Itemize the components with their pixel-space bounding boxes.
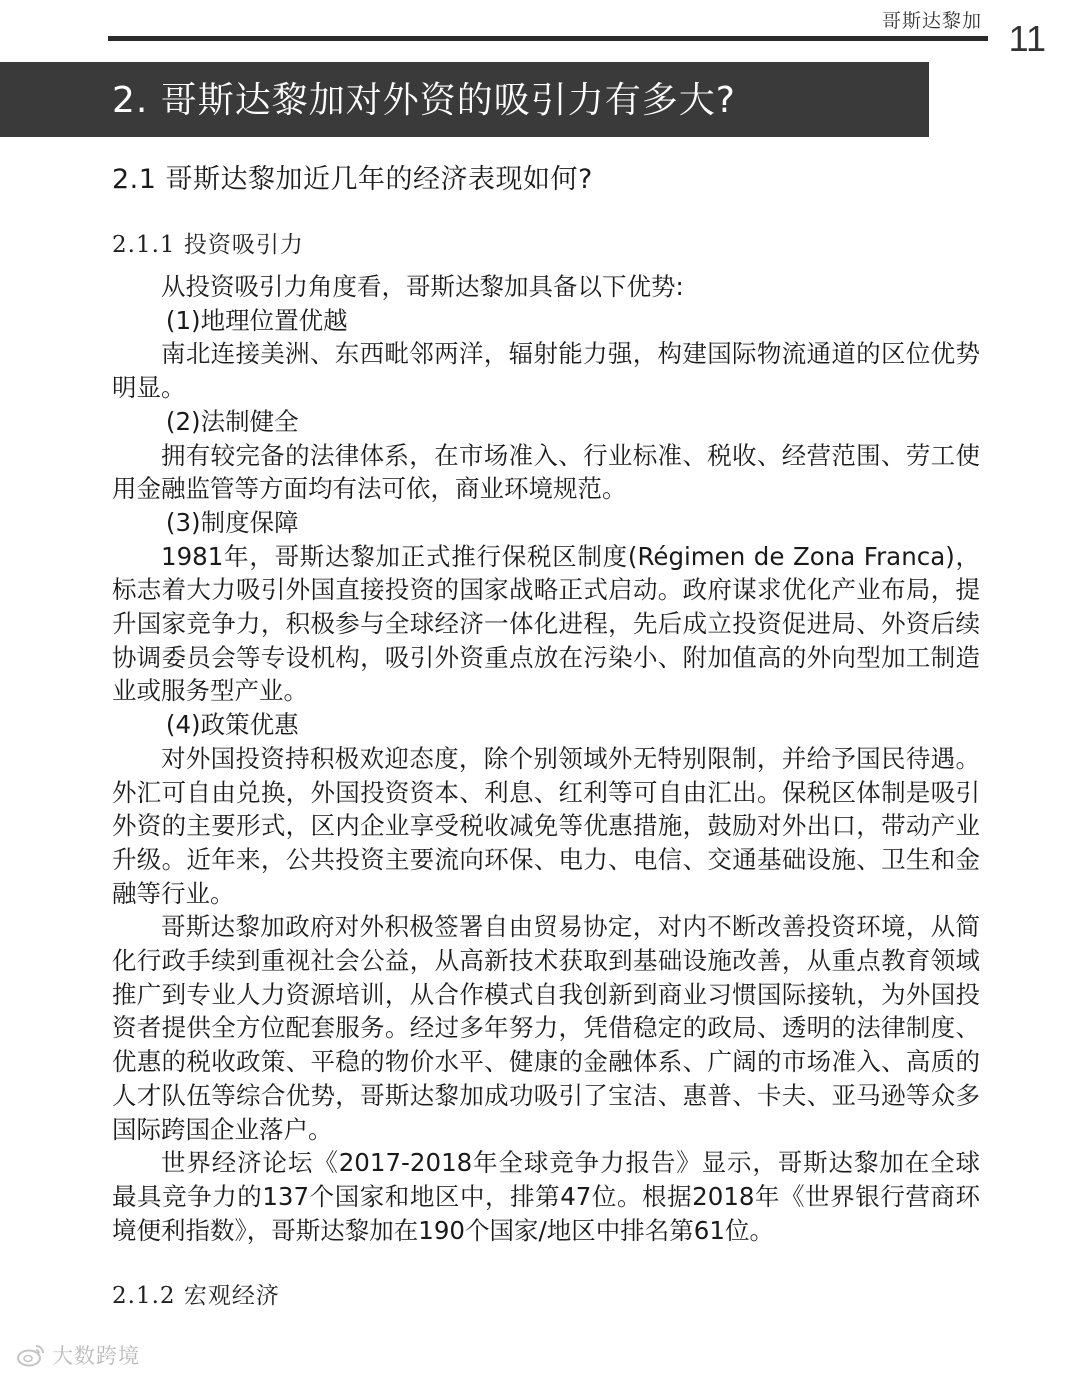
list-heading-2: (2)法制健全	[165, 406, 299, 436]
body-text	[112, 270, 980, 1247]
header-rule	[108, 36, 988, 41]
paragraph: 拥有较完备的法律体系，在市场准入、行业标准、税收、经营范围、劳工使用金融监管等方面均有法可依，商业环境规范。	[112, 440, 980, 504]
section-title: 2.1 哥斯达黎加近几年的经济表现如何?	[112, 164, 593, 195]
subsection-title-investment: 2.1.1 投资吸引力	[112, 232, 304, 258]
running-head: 哥斯达黎加	[881, 10, 982, 32]
paragraph: 1981年，哥斯达黎加正式推行保税区制度(Régimen de Zona Franca)，标志着大力吸引外国直接投资的国家战略正式启动。政府谋求优化产业布局，提升国家竞争力，积极参与全球经济一体化进程，先后成立投资促进局、外资后续协调委员会等专设机构，吸引外资重点放在污染小、附加值高的外向型加工制造业或服务型产业。	[112, 541, 980, 706]
paragraph: 哥斯达黎加政府对外积极签署自由贸易协定，对内不断改善投资环境，从简化行政手续到重视社会公益，从高新技术获取到基础设施改善，从重点教育领域推广到专业人力资源培训，从合作模式自我创新到商业习惯国际接轨，为外国投资者提供全方位配套服务。经过多年努力，凭借稳定的政局、透明的法律制度、优惠的税收政策、平稳的物价水平、健康的金融体系、广阔的市场准入、高质的人才队伍等综合优势，哥斯达黎加成功吸引了宝洁、惠普、卡夫、亚马逊等众多国际跨国企业落户。	[112, 912, 980, 1144]
subsection-title-macro: 2.1.2 宏观经济	[112, 1283, 280, 1309]
weibo-icon	[16, 1343, 46, 1367]
list-heading-1: (1)地理位置优越	[165, 305, 348, 335]
paragraph: 对外国投资持积极欢迎态度，除个别领域外无特别限制，并给予国民待遇。外汇可自由兑换，外国投资资本、利息、红利等可自由汇出。保税区体制是吸引外资的主要形式，区内企业享受税收减免等优惠措施，鼓励对外出口，带动产业升级。近年来，公共投资主要流向环保、电力、电信、交通基础设施、卫生和金融等行业。	[112, 743, 980, 908]
watermark	[16, 1340, 140, 1370]
chapter-title: 2. 哥斯达黎加对外资的吸引力有多大?	[112, 80, 736, 121]
watermark-text: 大数跨境	[52, 1344, 140, 1368]
page-number: 11	[1008, 18, 1046, 59]
list-heading-4: (4)政策优惠	[165, 710, 299, 740]
paragraph: 南北连接美洲、东西毗邻两洋，辐射能力强，构建国际物流通道的区位优势明显。	[112, 339, 980, 403]
paragraph-intro: 从投资吸引力角度看，哥斯达黎加具备以下优势:	[161, 272, 684, 301]
list-heading-3: (3)制度保障	[165, 507, 299, 537]
paragraph: 世界经济论坛《2017-2018年全球竞争力报告》显示，哥斯达黎加在全球最具竞争力的137个国家和地区中，排第47位。根据2018年《世界银行营商环境便利指数》，哥斯达黎加在190个国家/地区中排名第61位。	[112, 1148, 980, 1245]
